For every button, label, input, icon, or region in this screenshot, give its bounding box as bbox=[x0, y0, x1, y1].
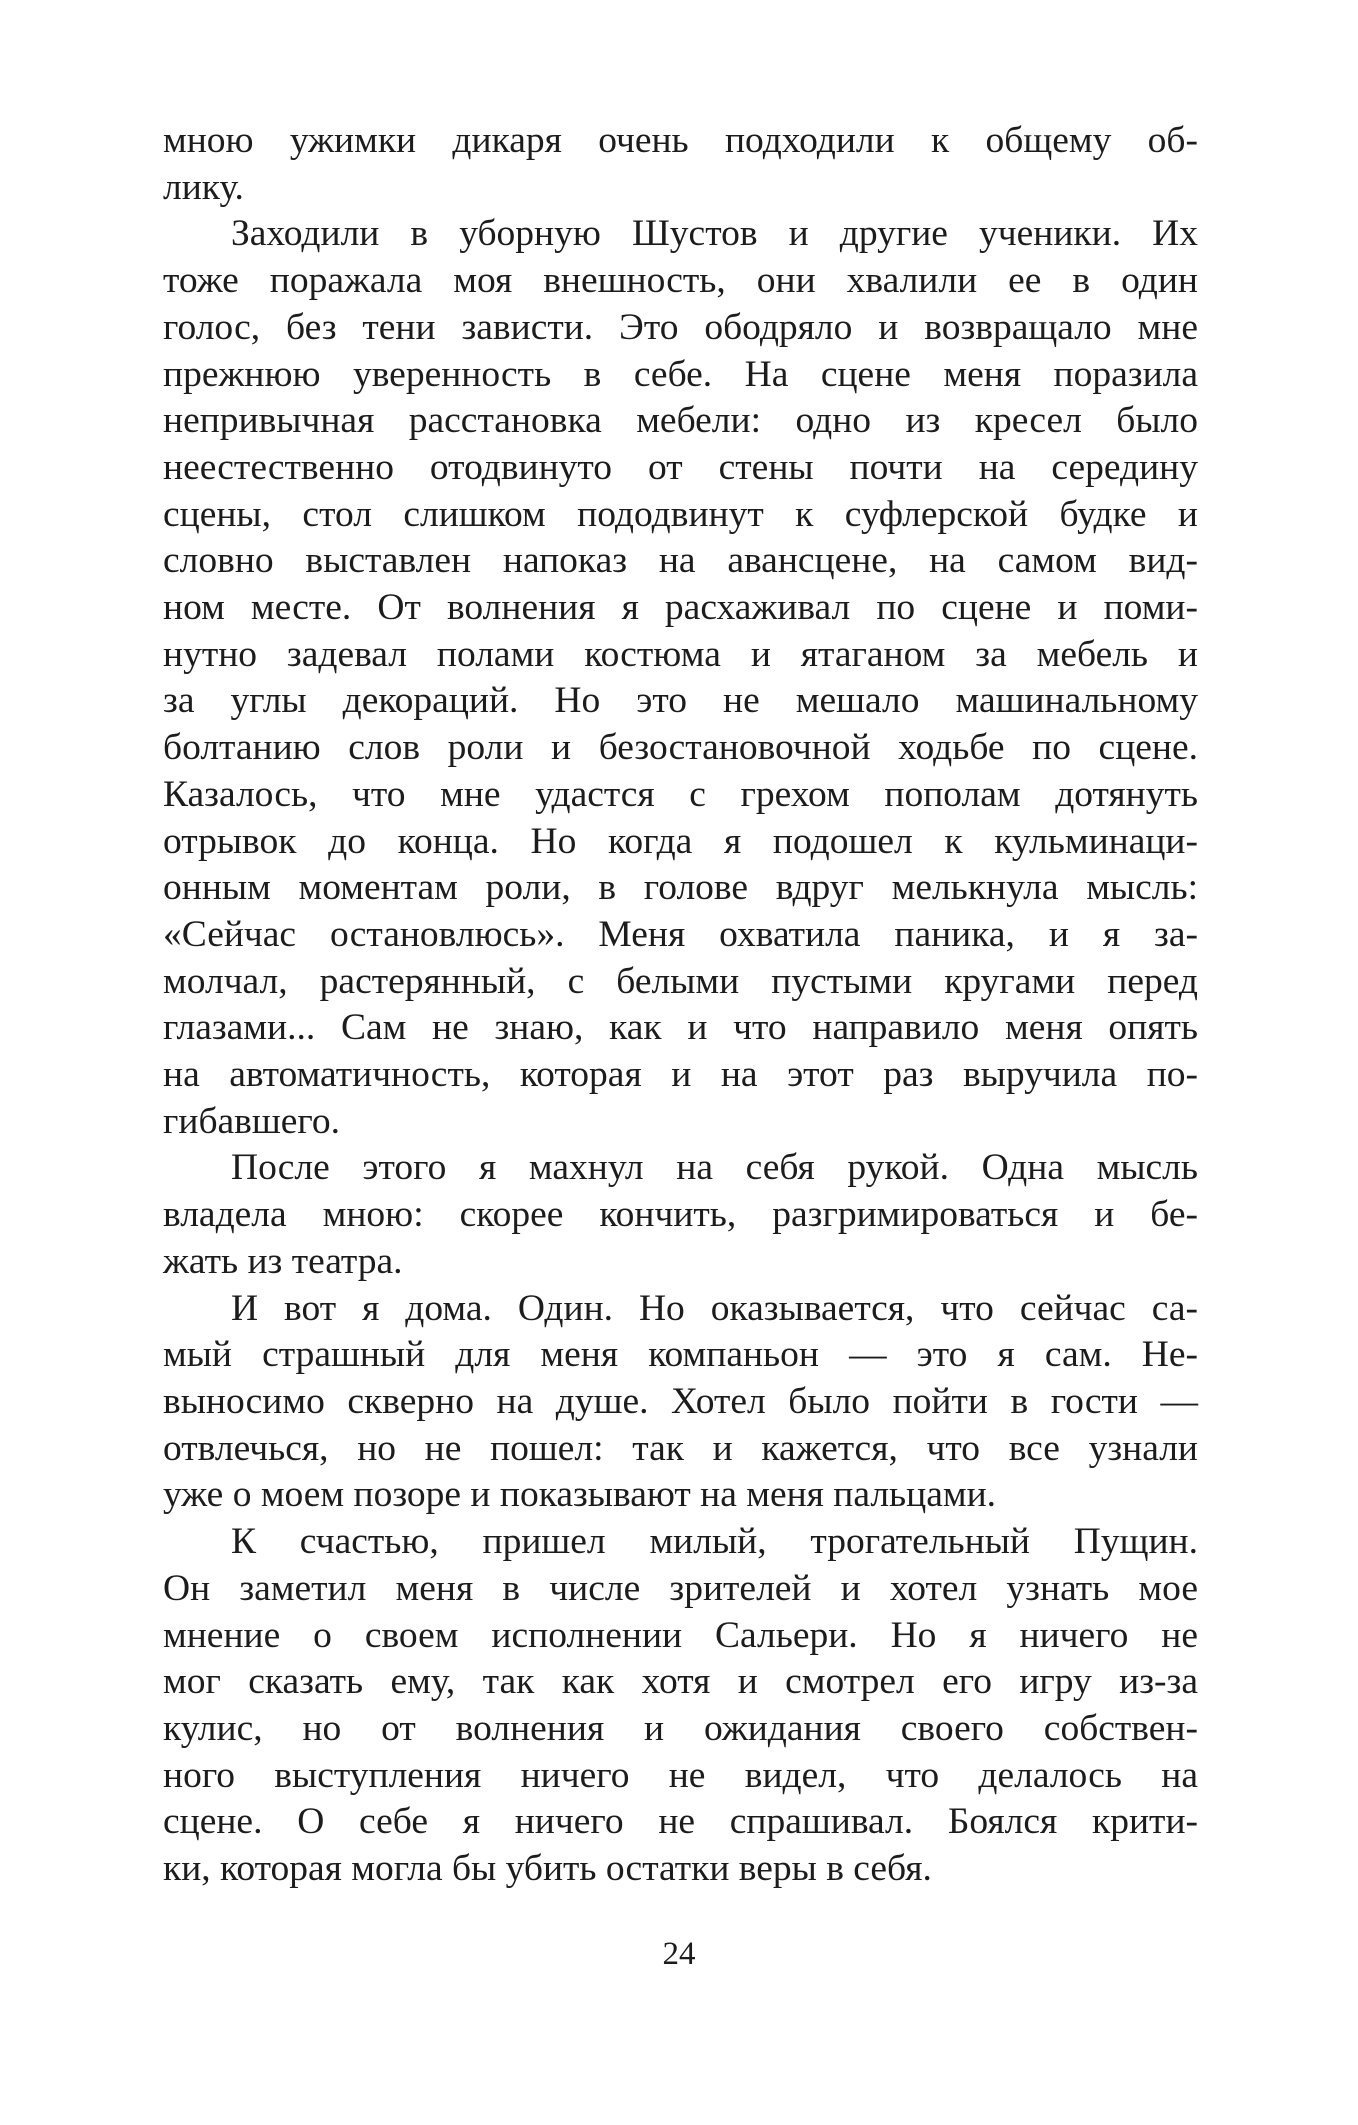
text-line: мнение о своем исполнении Сальери. Но я ничего не bbox=[163, 1614, 1198, 1656]
text-line: мог сказать ему, так как хотя и смотрел его игру из-за bbox=[163, 1661, 1198, 1703]
text-line: мною ужимки дикаря очень подходили к общему об- bbox=[163, 120, 1198, 161]
text-line: глазами... Сам не знаю, как и что направило меня опять bbox=[163, 1007, 1198, 1049]
text-line: После этого я махнул на себя рукой. Одна мысль bbox=[231, 1147, 1198, 1189]
text-line: болтанию слов роли и безостановочной ходьбе по сцене. bbox=[163, 727, 1198, 769]
text-line: «Сейчас остановлюсь». Меня охватила паника, и я за- bbox=[163, 913, 1198, 955]
text-line: ном месте. От волнения я расхаживал по сцене и поми- bbox=[163, 587, 1198, 629]
text-line: Заходили в уборную Шустов и другие ученики. Их bbox=[231, 213, 1198, 255]
text-line: К счастью, пришел милый, трогательный Пущин. bbox=[231, 1521, 1198, 1563]
text-line: за углы декораций. Но это не мешало машинальному bbox=[163, 680, 1198, 722]
text-line: мый страшный для меня компаньон — это я сам. Не- bbox=[163, 1334, 1198, 1376]
text-line: отвлечься, но не пошел: так и кажется, что все узнали bbox=[163, 1427, 1198, 1469]
text-line: словно выставлен напоказ на авансцене, на самом вид- bbox=[163, 540, 1198, 582]
text-line: уже о моем позоре и показывают на меня пальцами. bbox=[163, 1474, 997, 1516]
text-line: гибавшего. bbox=[163, 1100, 340, 1142]
text-line: тоже поражала моя внешность, они хвалили ее в один bbox=[163, 260, 1198, 302]
text-line: голос, без тени зависти. Это ободряло и возвращало мне bbox=[163, 306, 1198, 348]
text-line: Казалось, что мне удастся с грехом пополам дотянуть bbox=[163, 773, 1198, 815]
text-line: владела мною: скорее кончить, разгримироваться и бе- bbox=[163, 1194, 1198, 1236]
paragraph-2 bbox=[163, 211, 1198, 1145]
text-line: нутно задевал полами костюма и ятаганом за мебель и bbox=[163, 633, 1198, 675]
paragraph-4 bbox=[163, 1286, 1198, 1520]
text-line: прежнюю уверенность в себе. На сцене меня поразила bbox=[163, 353, 1198, 395]
text-line: неестественно отодвинуто от стены почти на середину bbox=[163, 446, 1198, 488]
text-line: непривычная расстановка мебели: одно из кресел было bbox=[163, 400, 1198, 442]
text-line: ки, которая могла бы убить остатки веры в себя. bbox=[163, 1848, 932, 1890]
paragraph-5 bbox=[163, 1519, 1198, 1893]
text-line: Он заметил меня в числе зрителей и хотел узнать мое bbox=[163, 1567, 1198, 1609]
text-line: ного выступления ничего не видел, что делалось на bbox=[163, 1754, 1198, 1796]
text-line: кулис, но от волнения и ожидания своего собствен- bbox=[163, 1707, 1198, 1749]
text-line: И вот я дома. Один. Но оказывается, что сейчас са- bbox=[231, 1287, 1198, 1329]
text-line: лику. bbox=[163, 166, 244, 208]
paragraph-1 bbox=[163, 118, 1198, 211]
text-line: отрывок до конца. Но когда я подошел к кульминаци- bbox=[163, 820, 1198, 862]
text-line: на автоматичность, которая и на этот раз выручила по- bbox=[163, 1054, 1198, 1096]
text-line: выносимо скверно на душе. Хотел было пойти в гости — bbox=[163, 1380, 1198, 1422]
text-line: сцене. О себе я ничего не спрашивал. Боялся крити- bbox=[163, 1801, 1198, 1843]
text-line: сцены, стол слишком пододвинут к суфлерской будке и bbox=[163, 493, 1198, 535]
text-line: онным моментам роли, в голове вдруг мелькнула мысль: bbox=[163, 867, 1198, 909]
page-number: 24 bbox=[662, 1936, 696, 1972]
text-line: молчал, растерянный, с белыми пустыми кругами перед bbox=[163, 960, 1198, 1002]
paragraph-3 bbox=[163, 1145, 1198, 1285]
text-line: жать из театра. bbox=[163, 1240, 403, 1282]
page-text bbox=[163, 118, 1198, 1893]
